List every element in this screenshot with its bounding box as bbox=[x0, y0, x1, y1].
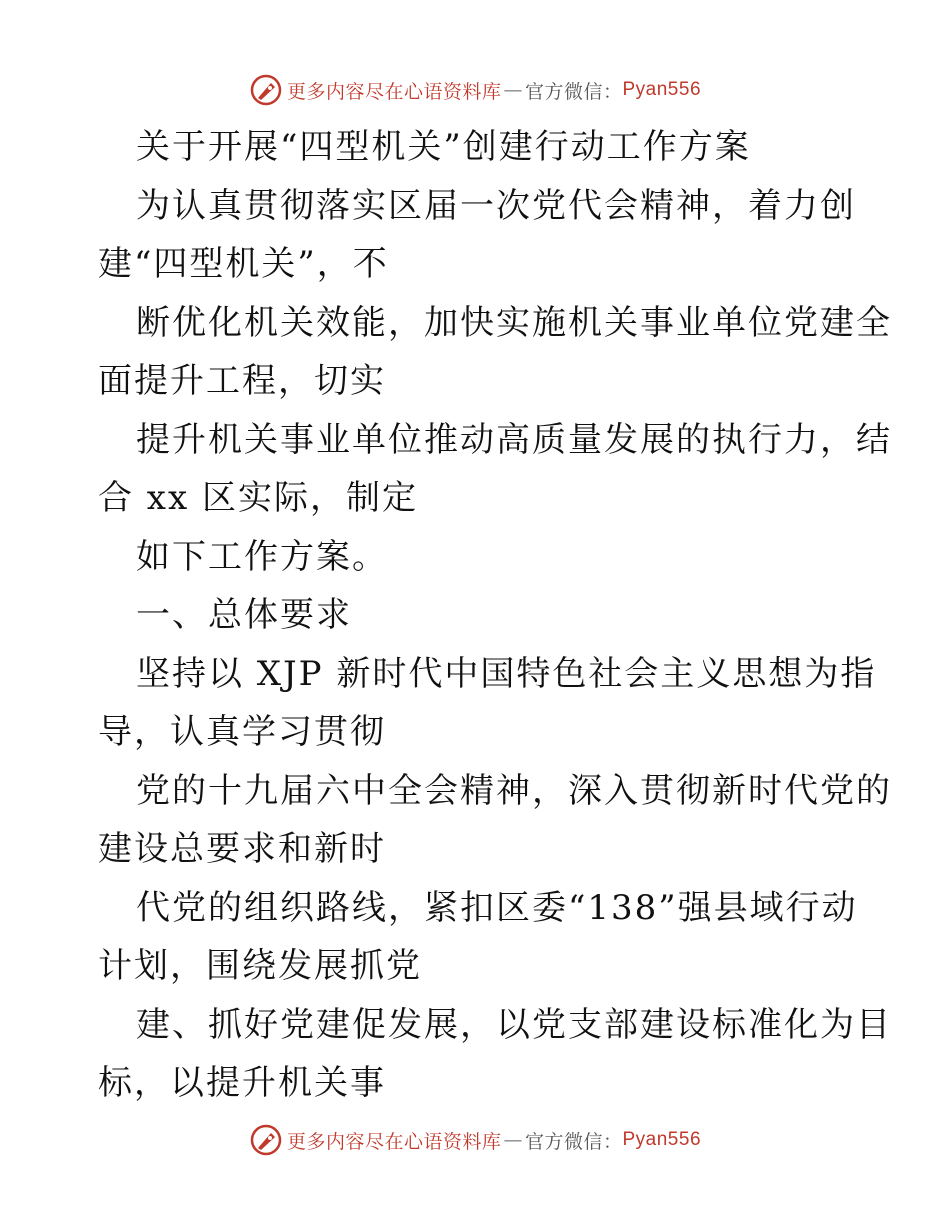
paragraph-line: 代党的组织路线，紧扣区委“138”强县域行动 bbox=[136, 887, 858, 928]
watermark-brand: 更多内容尽在心语资料库 bbox=[286, 1130, 502, 1153]
paragraph-line: 如下工作方案。 bbox=[136, 536, 388, 577]
paragraph-line: 标，以提升机关事 bbox=[98, 1063, 386, 1103]
watermark-separator: — bbox=[503, 1129, 523, 1151]
watermark-official-label: 官方微信： bbox=[524, 80, 623, 103]
paragraph-line: 坚持以 XJP 新时代中国特色社会主义思想为指 bbox=[136, 653, 877, 694]
paragraph-line: 合 xx 区实际，制定 bbox=[98, 478, 418, 518]
document-body bbox=[98, 118, 892, 1113]
header-watermark bbox=[0, 70, 950, 110]
watermark-separator: — bbox=[503, 79, 523, 101]
watermark-wechat-id: Pyan556 bbox=[622, 79, 702, 100]
paragraph-line: 提升机关事业单位推动高质量发展的执行力，结 bbox=[136, 419, 892, 460]
watermark-official-label: 官方微信： bbox=[524, 1130, 623, 1153]
paragraph-line: 建、抓好党建促发展，以党支部建设标准化为目 bbox=[136, 1004, 892, 1045]
paragraph-line: 建“四型机关”，不 bbox=[98, 244, 389, 284]
section-heading: 一、总体要求 bbox=[136, 595, 352, 635]
paragraph-line: 面提升工程，切实 bbox=[98, 361, 386, 401]
paragraph-line: 为认真贯彻落实区届一次党代会精神，着力创 bbox=[136, 185, 856, 226]
paragraph-line: 计划，围绕发展抓党 bbox=[98, 946, 422, 986]
paragraph-line: 导，认真学习贯彻 bbox=[98, 712, 386, 752]
watermark-wechat-id: Pyan556 bbox=[622, 1129, 702, 1150]
paragraph-line: 建设总要求和新时 bbox=[98, 829, 386, 869]
pen-nib-logo-icon bbox=[249, 73, 283, 107]
document-title: 关于开展“四型机关”创建行动工作方案 bbox=[136, 127, 751, 167]
paragraph-line: 党的十九届六中全会精神，深入贯彻新时代党的 bbox=[136, 770, 892, 811]
paragraph-line: 断优化机关效能，加快实施机关事业单位党建全 bbox=[136, 302, 892, 343]
pen-nib-logo-icon bbox=[249, 1123, 283, 1157]
footer-watermark bbox=[0, 1120, 950, 1160]
watermark-brand: 更多内容尽在心语资料库 bbox=[286, 80, 502, 103]
